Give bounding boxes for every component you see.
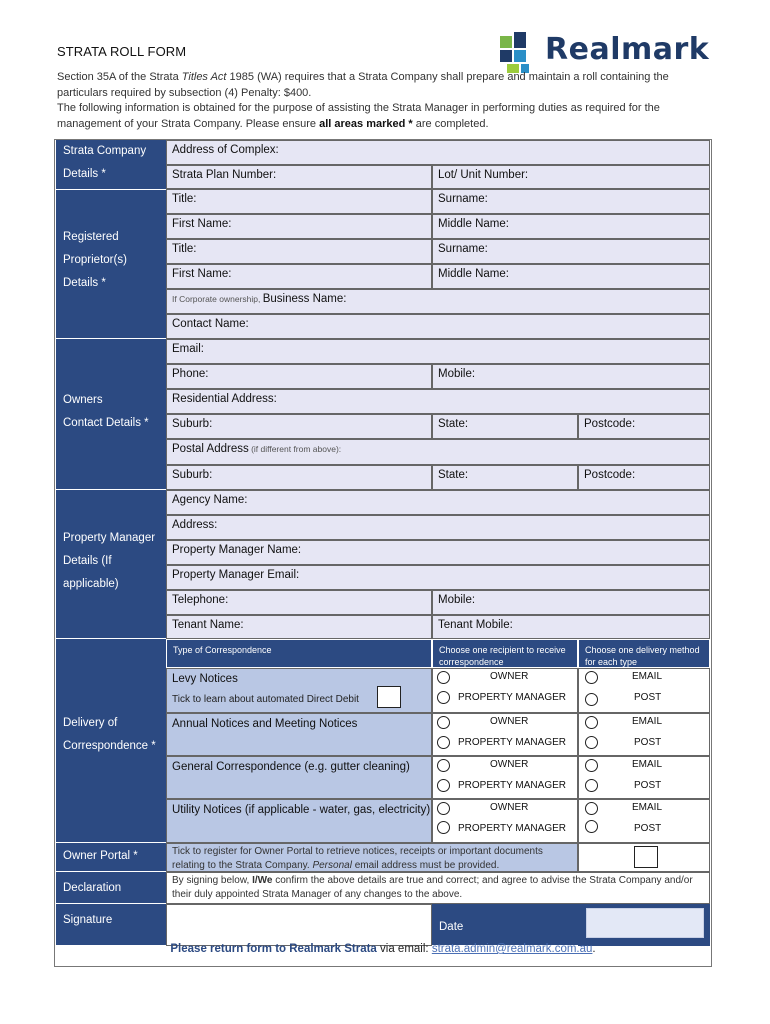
date-field[interactable] xyxy=(586,908,704,938)
pm-mobile-field[interactable]: Mobile: xyxy=(432,590,710,615)
general-owner-label: OWNER xyxy=(490,759,529,770)
section-signature: Signature xyxy=(56,904,166,946)
intro-text: Section 35A of the Strata Titles Act 1985 (WA) requires that a Strata Company shall prepare and maintain a roll containing the particulars required by subsection (4) Penalty: $400. The following information is obtained for the purpose of assisting the Strata Manager in performing duties as required for the management of your Strata Company. Please ensure all areas marked * are completed. xyxy=(57,71,669,130)
section-delivery-correspondence: Delivery of Correspondence * xyxy=(56,639,166,843)
utility-pm-radio[interactable] xyxy=(437,821,450,834)
general-post-radio[interactable] xyxy=(585,779,598,792)
suburb-field-2[interactable]: Suburb: xyxy=(166,465,432,490)
state-field-2[interactable]: State: xyxy=(432,465,578,490)
utility-email-radio[interactable] xyxy=(585,802,598,815)
address-of-complex-field[interactable]: Address of Complex: xyxy=(166,140,710,165)
general-owner-radio[interactable] xyxy=(437,759,450,772)
annual-notices-cell: Annual Notices and Meeting Notices xyxy=(166,713,432,756)
annual-email-radio[interactable] xyxy=(585,716,598,729)
owner-portal-text-cell xyxy=(166,843,578,872)
col-type-header: Type of Correspondence xyxy=(166,639,432,668)
levy-notices-cell: Levy Notices Tick to learn about automated Direct Debit xyxy=(166,668,432,713)
email-field[interactable]: Email: xyxy=(166,339,710,364)
section-declaration: Declaration xyxy=(56,872,166,904)
middle-name-field-2[interactable]: Middle Name: xyxy=(432,264,710,289)
general-post-label: POST xyxy=(634,780,662,791)
levy-email-label: EMAIL xyxy=(632,671,663,682)
first-name-field-2[interactable]: First Name: xyxy=(166,264,432,289)
title-field-1[interactable]: Title: xyxy=(166,189,432,214)
declaration-cell xyxy=(166,872,710,904)
annual-pm-label: PROPERTY MANAGER xyxy=(458,737,566,748)
annual-post-radio[interactable] xyxy=(585,736,598,749)
levy-email-radio[interactable] xyxy=(585,671,598,684)
pm-telephone-field[interactable]: Telephone: xyxy=(166,590,432,615)
lot-unit-number-field[interactable]: Lot/ Unit Number: xyxy=(432,165,710,189)
levy-pm-radio[interactable] xyxy=(437,691,450,704)
mobile-field[interactable]: Mobile: xyxy=(432,364,710,389)
col-recipient-header: Choose one recipient to receive correspondence xyxy=(432,639,578,668)
declaration-text: By signing below, I/We confirm the above details are true and correct; and agree to advise the Strata Company and/or their duly appointed Strata Manager of any changes to the above. xyxy=(172,875,693,900)
section-strata-company: Strata Company Details * xyxy=(56,140,166,190)
utility-post-radio[interactable] xyxy=(585,820,598,833)
surname-field-2[interactable]: Surname: xyxy=(432,239,710,264)
general-email-radio[interactable] xyxy=(585,759,598,772)
logo-icon xyxy=(498,30,542,74)
annual-post-label: POST xyxy=(634,737,662,748)
suburb-field-1[interactable]: Suburb: xyxy=(166,414,432,439)
levy-post-radio[interactable] xyxy=(585,693,598,706)
levy-owner-radio[interactable] xyxy=(437,671,450,684)
realmark-logo xyxy=(498,30,708,74)
annual-email-label: EMAIL xyxy=(632,716,663,727)
logo-text: Realmark xyxy=(545,32,710,67)
levy-post-label: POST xyxy=(634,692,662,703)
middle-name-field-1[interactable]: Middle Name: xyxy=(432,214,710,239)
owner-portal-text: Tick to register for Owner Portal to retrieve notices, receipts or important documents relating to the Strata Company. Personal email address must be provided. xyxy=(172,846,543,871)
pm-name-field[interactable]: Property Manager Name: xyxy=(166,540,710,565)
annual-owner-label: OWNER xyxy=(490,716,529,727)
direct-debit-checkbox[interactable] xyxy=(377,686,401,708)
utility-owner-radio[interactable] xyxy=(437,802,450,815)
email-link[interactable]: strata.admin@realmark.com.au xyxy=(431,943,593,955)
general-correspondence-cell: General Correspondence (e.g. gutter cleaning) xyxy=(166,756,432,799)
owner-portal-checkbox[interactable] xyxy=(634,846,658,868)
general-pm-label: PROPERTY MANAGER xyxy=(458,780,566,791)
tenant-mobile-field[interactable]: Tenant Mobile: xyxy=(432,615,710,639)
strata-roll-form xyxy=(54,139,712,967)
strata-plan-number-field[interactable]: Strata Plan Number: xyxy=(166,165,432,189)
annual-owner-radio[interactable] xyxy=(437,716,450,729)
surname-field-1[interactable]: Surname: xyxy=(432,189,710,214)
general-pm-radio[interactable] xyxy=(437,779,450,792)
business-name-field[interactable]: If Corporate ownership, Business Name: xyxy=(166,289,710,314)
state-field-1[interactable]: State: xyxy=(432,414,578,439)
signature-field[interactable] xyxy=(166,904,432,946)
levy-pm-label: PROPERTY MANAGER xyxy=(458,692,566,703)
section-registered-proprietors: Registered Proprietor(s) Details * xyxy=(56,190,166,339)
utility-pm-label: PROPERTY MANAGER xyxy=(458,823,566,834)
utility-owner-label: OWNER xyxy=(490,802,529,813)
return-instructions: Please return form to Realmark Strata via email: strata.admin@realmark.com.au. xyxy=(170,943,596,955)
utility-email-label: EMAIL xyxy=(632,802,663,813)
postcode-field-2[interactable]: Postcode: xyxy=(578,465,710,490)
postal-address-field[interactable]: Postal Address (if different from above): xyxy=(166,439,710,465)
section-owners-contact: Owners Contact Details * xyxy=(56,339,166,490)
postcode-field-1[interactable]: Postcode: xyxy=(578,414,710,439)
general-email-label: EMAIL xyxy=(632,759,663,770)
agency-name-field[interactable]: Agency Name: xyxy=(166,490,710,515)
page-title: STRATA ROLL FORM xyxy=(57,44,187,59)
tenant-name-field[interactable]: Tenant Name: xyxy=(166,615,432,639)
utility-notices-cell: Utility Notices (if applicable - water, gas, electricity) xyxy=(166,799,432,843)
title-field-2[interactable]: Title: xyxy=(166,239,432,264)
pm-email-field[interactable]: Property Manager Email: xyxy=(166,565,710,590)
utility-post-label: POST xyxy=(634,823,662,834)
date-label: Date xyxy=(432,904,578,946)
levy-owner-label: OWNER xyxy=(490,671,529,682)
pm-address-field[interactable]: Address: xyxy=(166,515,710,540)
col-method-header: Choose one delivery method for each type xyxy=(578,639,710,668)
residential-address-field[interactable]: Residential Address: xyxy=(166,389,710,414)
contact-name-field[interactable]: Contact Name: xyxy=(166,314,710,339)
section-owner-portal: Owner Portal * xyxy=(56,843,166,872)
phone-field[interactable]: Phone: xyxy=(166,364,432,389)
annual-pm-radio[interactable] xyxy=(437,736,450,749)
section-property-manager: Property Manager Details (If applicable) xyxy=(56,490,166,639)
first-name-field-1[interactable]: First Name: xyxy=(166,214,432,239)
